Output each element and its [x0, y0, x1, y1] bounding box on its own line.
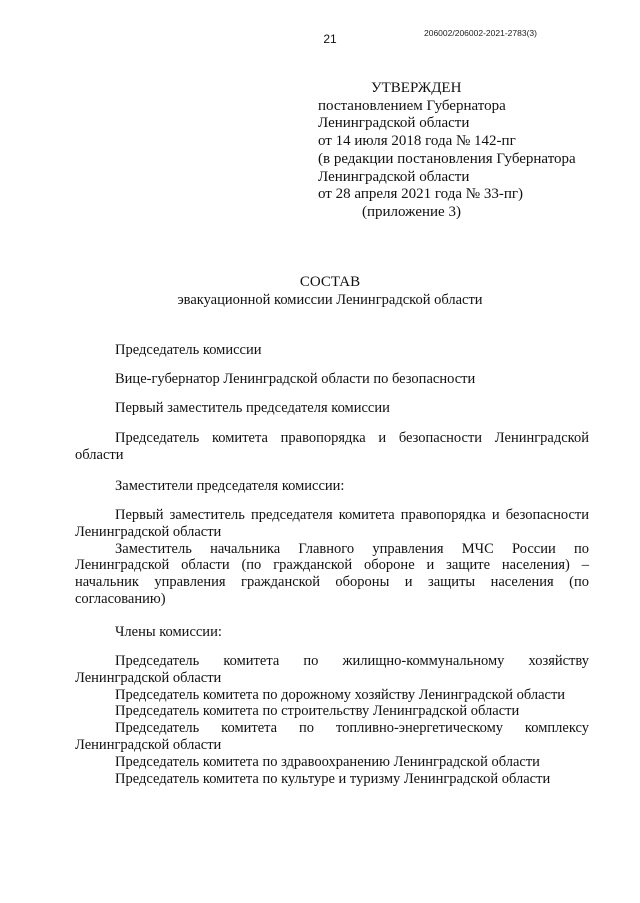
chair-label: Председатель комиссии: [115, 342, 262, 358]
list-item: Председатель комитета по дорожному хозяйству Ленинградской области: [115, 686, 566, 703]
heading-title: СОСТАВ: [299, 274, 361, 290]
approval-line: от 28 апреля 2021 года № 33-пг): [318, 186, 524, 203]
first-deputy-label: Первый заместитель председателя комиссии: [115, 400, 390, 416]
list-item: Председатель комитета по топливно-энергетическому комплексу Ленинградской области: [75, 720, 589, 753]
approval-appendix: (приложение 3): [362, 203, 461, 220]
approval-stamp: [318, 80, 576, 222]
heading-subtitle: эвакуационной комиссии Ленинградской области: [177, 292, 483, 308]
approval-line: Ленинградской области: [318, 168, 470, 185]
page-number: 21: [323, 32, 337, 46]
list-item: Председатель комитета по жилищно-коммунальному хозяйству Ленинградской области: [75, 653, 589, 686]
document-heading: [0, 273, 640, 309]
approval-title: УТВЕРЖДЕН: [371, 80, 462, 96]
deputies-label: Заместители председателя комиссии:: [115, 478, 345, 494]
list-item: Председатель комитета по культуре и туризму Ленинградской области: [115, 770, 551, 787]
approval-line: постановлением Губернатора: [318, 97, 506, 114]
approval-line: Ленинградской области: [318, 115, 470, 132]
list-item: Заместитель начальника Главного управления МЧС России по Ленинградской области (по гражданской обороне и защите населения) – начальник управления гражданской обороны и защиты населения (по согласованию): [75, 540, 589, 607]
approval-line: (в редакции постановления Губернатора: [318, 150, 576, 167]
chair: Вице-губернатор Ленинградской области по безопасности: [115, 371, 476, 387]
list-item: Первый заместитель председателя комитета правопорядка и безопасности Ленинградской области: [75, 507, 589, 540]
list-item: Председатель комитета по здравоохранению Ленинградской области: [115, 753, 540, 770]
approval-line: от 14 июля 2018 года № 142-пг: [318, 133, 516, 150]
members-list: [75, 653, 589, 787]
document-reference-code: 206002/206002-2021-2783(3): [424, 28, 537, 38]
first-deputy: Председатель комитета правопорядка и безопасности Ленинградской области: [75, 430, 589, 463]
deputies-list: [75, 507, 589, 608]
members-label: Члены комиссии:: [115, 624, 222, 640]
list-item: Председатель комитета по строительству Ленинградской области: [115, 703, 520, 720]
